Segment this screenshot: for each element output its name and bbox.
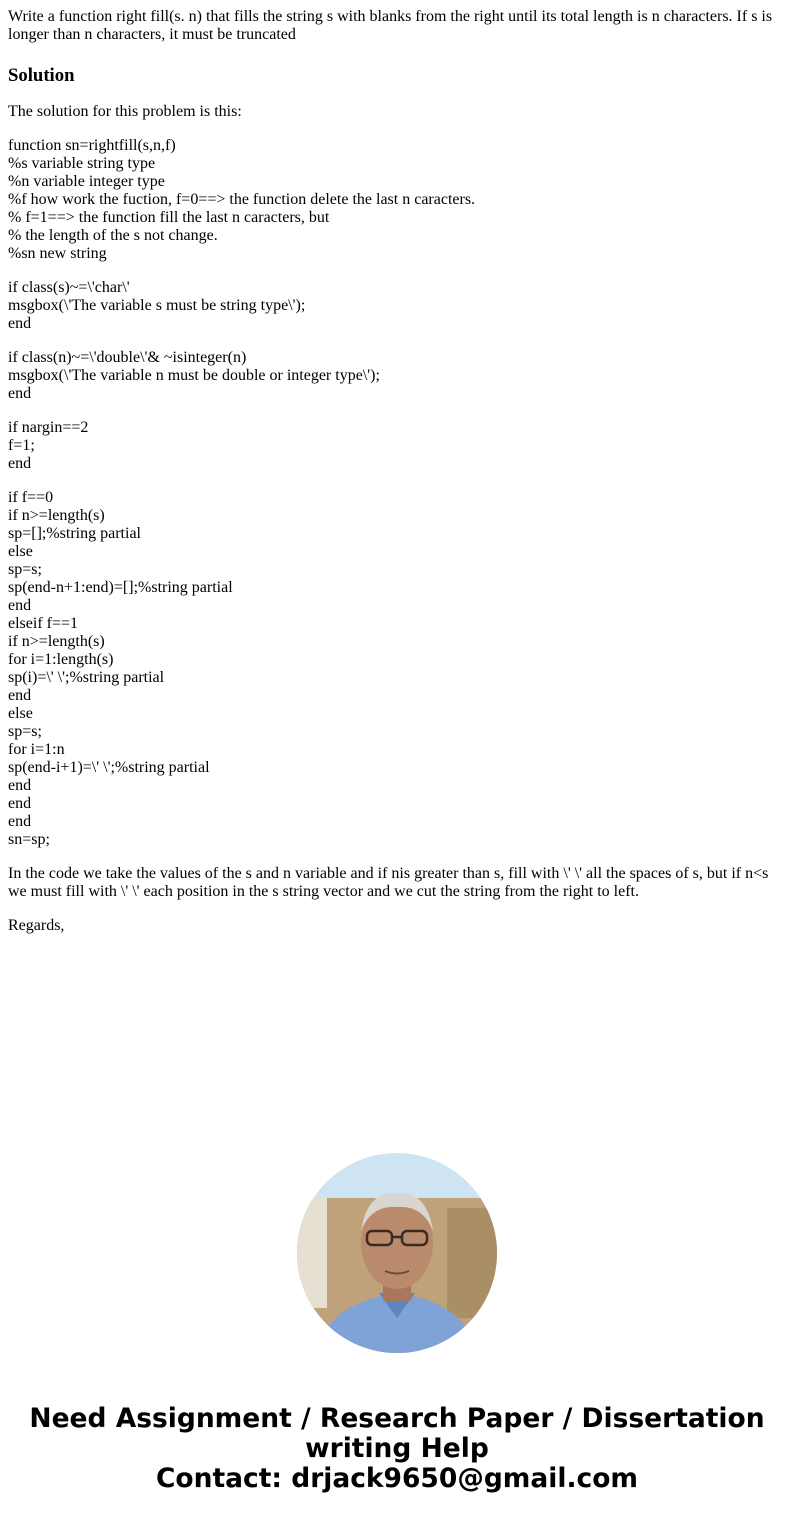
footer-line-1: Need Assignment / Research Paper / Dissertation	[29, 1403, 765, 1434]
code-line: end	[8, 597, 32, 614]
code-line: end	[8, 777, 32, 794]
code-block	[8, 489, 786, 849]
code-line: if class(s)~=\'char\'	[8, 279, 130, 296]
code-line: if nargin==2	[8, 419, 89, 436]
code-line: msgbox(\'The variable n must be double or integer type\');	[8, 367, 380, 384]
code-line: end	[8, 795, 32, 812]
document-body	[8, 8, 786, 935]
code-line: %f how work the fuction, f=0==> the function delete the last n caracters.	[8, 191, 476, 208]
code-line: sp(end-n+1:end)=[];%string partial	[8, 579, 233, 596]
author-photo	[297, 1153, 497, 1353]
code-line: %sn new string	[8, 245, 107, 262]
code-line: %s variable string type	[8, 155, 156, 172]
code-block	[8, 419, 786, 473]
question-text: Write a function right fill(s. n) that fills the string s with blanks from the right until its total length is n characters. If s is longer than n characters, it must be truncated	[8, 8, 773, 43]
footer-contact: Contact: drjack9650@gmail.com	[155, 1463, 639, 1494]
code-line: sp=[];%string partial	[8, 525, 141, 542]
code-line: sn=sp;	[8, 831, 50, 848]
code-line: function sn=rightfill(s,n,f)	[8, 137, 176, 154]
promo-footer	[0, 1404, 794, 1494]
code-line: msgbox(\'The variable s must be string type\');	[8, 297, 306, 314]
solution-heading: Solution	[8, 65, 75, 86]
explanation-text: In the code we take the values of the s and n variable and if nis greater than s, fill with \' \' all the spaces of s, but if n<s we must fill with \' \' each position in the s string vector and we cut the string from the right to left.	[8, 865, 769, 900]
code-line: % the length of the s not change.	[8, 227, 218, 244]
code-block	[8, 279, 786, 333]
code-line: % f=1==> the function fill the last n caracters, but	[8, 209, 330, 226]
code-line: sp(i)=\' \';%string partial	[8, 669, 165, 686]
code-line: end	[8, 687, 32, 704]
code-line: %n variable integer type	[8, 173, 165, 190]
solution-intro: The solution for this problem is this:	[8, 103, 242, 120]
code-line: if f==0	[8, 489, 54, 506]
code-line: f=1;	[8, 437, 35, 454]
code-line: end	[8, 455, 32, 472]
closing-text: Regards,	[8, 917, 65, 934]
code-line: if class(n)~=\'double\'& ~isinteger(n)	[8, 349, 247, 366]
code-line: for i=1:n	[8, 741, 65, 758]
code-line: sp(end-i+1)=\' \';%string partial	[8, 759, 210, 776]
code-block	[8, 349, 786, 403]
author-portrait-image	[297, 1153, 497, 1353]
code-line: elseif f==1	[8, 615, 79, 632]
code-listing	[8, 137, 786, 849]
code-block	[8, 137, 786, 263]
code-line: sp=s;	[8, 723, 42, 740]
code-line: end	[8, 315, 32, 332]
code-line: for i=1:length(s)	[8, 651, 114, 668]
code-line: sp=s;	[8, 561, 42, 578]
code-line: end	[8, 813, 32, 830]
footer-line-2: writing Help	[305, 1433, 489, 1464]
code-line: if n>=length(s)	[8, 507, 105, 524]
code-line: else	[8, 705, 33, 722]
code-line: end	[8, 385, 32, 402]
code-line: else	[8, 543, 33, 560]
code-line: if n>=length(s)	[8, 633, 105, 650]
